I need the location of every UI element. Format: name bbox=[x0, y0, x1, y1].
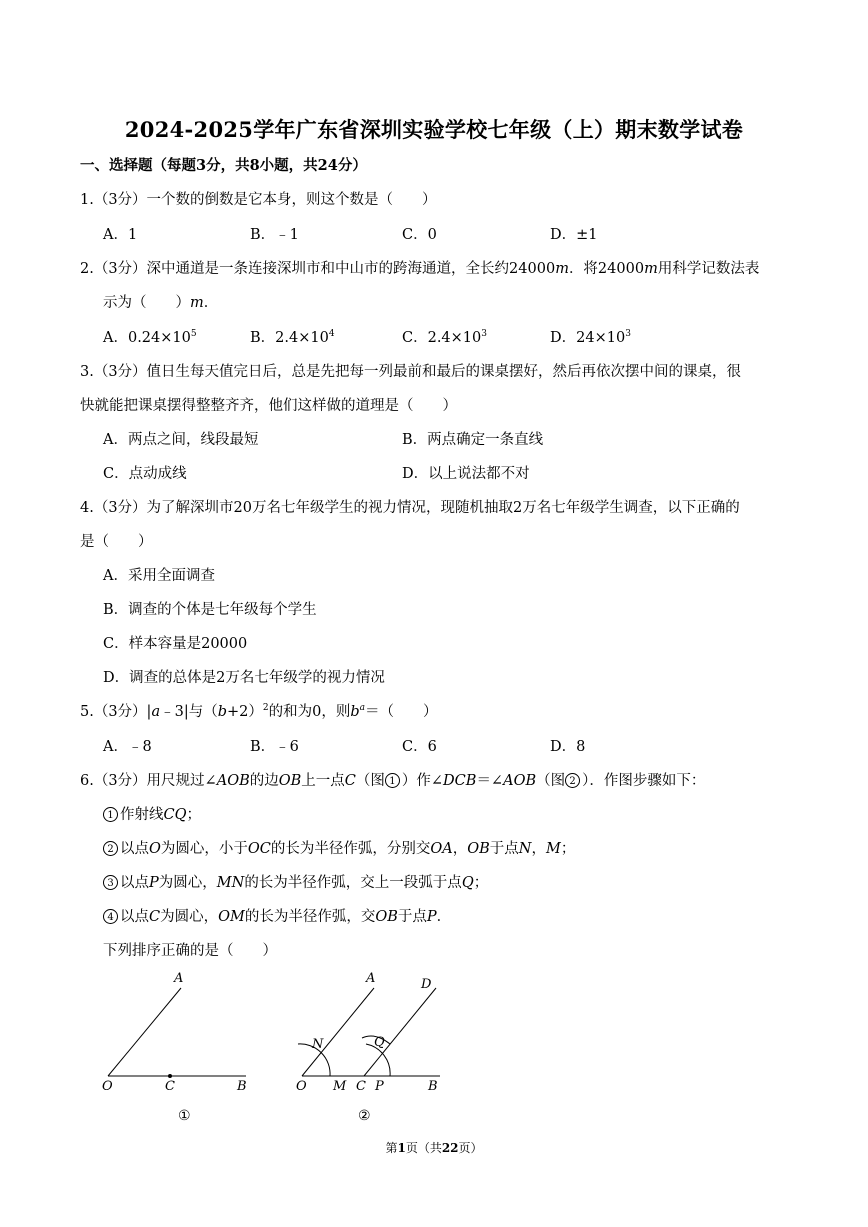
q3-option-d: D．以上说法都不对 bbox=[402, 466, 530, 482]
step-3-var-3: Q bbox=[461, 875, 474, 891]
q1-option-c: C．0 bbox=[402, 227, 437, 243]
page-footer bbox=[0, 1139, 868, 1156]
step-2-text-6: ， bbox=[531, 841, 546, 857]
q2-unit-1: m bbox=[555, 261, 569, 277]
step-4-var-4: P bbox=[426, 909, 437, 925]
footer-text-2: 页（共 bbox=[405, 1141, 442, 1155]
q5-option-c: C．6 bbox=[402, 739, 437, 755]
label-o: O bbox=[296, 1079, 307, 1094]
circled-number-1: 1 bbox=[385, 773, 400, 788]
q6-order-prompt: 下列排序正确的是（ ） bbox=[103, 943, 277, 959]
step-4-marker: 4 bbox=[103, 909, 118, 924]
q2-b-exponent: 4 bbox=[328, 329, 335, 339]
q5-text-2: ﹣3|与（ bbox=[160, 704, 218, 720]
q2-option-c bbox=[402, 328, 487, 348]
q1-option-b: B．﹣1 bbox=[250, 227, 299, 243]
label-a: A bbox=[174, 971, 184, 986]
q5-var-a2: a bbox=[359, 703, 366, 713]
figure-2-construction bbox=[290, 968, 460, 1128]
step-3-text-4: ； bbox=[473, 875, 489, 891]
q3-option-b: B．两点确定一条直线 bbox=[402, 432, 544, 448]
q2-a-exponent: 5 bbox=[190, 329, 197, 339]
q6-text-8: ）．作图步骤如下： bbox=[582, 773, 706, 789]
q6-step-2 bbox=[103, 839, 575, 859]
step-2-text-5: 于点 bbox=[489, 841, 519, 857]
q6-var-4: DCB bbox=[443, 773, 477, 789]
q6-text-5: ）作∠ bbox=[401, 773, 444, 789]
step-3-text-1: 以点 bbox=[120, 875, 149, 891]
q1-option-a: A．1 bbox=[103, 227, 138, 243]
q6-text-1: 6.（3分）用尺规过∠ bbox=[80, 773, 217, 789]
ray-oa bbox=[302, 988, 374, 1076]
label-c: C bbox=[165, 1079, 175, 1094]
q5-var-b2: b bbox=[350, 704, 360, 720]
q6-text-3: 上一点 bbox=[301, 773, 345, 789]
q2-d-exponent: 3 bbox=[625, 329, 631, 339]
q3-option-c: C．点动成线 bbox=[103, 466, 187, 482]
label-b: B bbox=[237, 1079, 247, 1094]
q2-unit-2: m bbox=[644, 261, 658, 277]
page-title: 2024-2025学年广东省深圳实验学校七年级（上）期末数学试卷 bbox=[124, 117, 744, 142]
label-p: P bbox=[375, 1079, 384, 1094]
step-4-text-4: 于点 bbox=[397, 909, 427, 925]
q2-c-text: C．2.4×10 bbox=[402, 330, 482, 346]
q5-option-d: D．8 bbox=[550, 739, 586, 755]
step-3-text-3: 的长为半径作弧，交上一段弧于点 bbox=[244, 875, 462, 891]
q2-text-5: ． bbox=[203, 295, 219, 311]
total-page-count: 22 bbox=[441, 1141, 459, 1155]
step-2-text-4: ， bbox=[452, 841, 468, 857]
step-2-var-1: O bbox=[149, 841, 161, 857]
q6-text-6: ＝∠ bbox=[476, 773, 504, 789]
current-page-number: 1 bbox=[397, 1141, 406, 1155]
step-3-text-2: 为圆心， bbox=[158, 875, 217, 891]
ray-oa bbox=[108, 988, 181, 1076]
figure-2-caption: ② bbox=[358, 1108, 371, 1124]
step-4-text-1: 以点 bbox=[120, 909, 149, 925]
step-4-text-3: 的长为半径作弧，交 bbox=[244, 909, 376, 925]
q5-text-3: +2） bbox=[227, 704, 263, 720]
label-q: Q bbox=[374, 1035, 385, 1050]
section-heading: 一、选择题（每题3分，共8小题，共24分） bbox=[80, 157, 367, 174]
question-3-stem-line1: 3.（3分）值日生每天值完日后，总是先把每一列最前和最后的课桌摆好，然后再依次摆中间的课桌，很 bbox=[80, 364, 742, 380]
footer-text-1: 第 bbox=[385, 1141, 398, 1155]
step-2-marker: 2 bbox=[103, 841, 118, 856]
q6-text-7: （图 bbox=[536, 773, 566, 789]
label-n: N bbox=[312, 1037, 324, 1052]
question-2-stem-line2 bbox=[103, 293, 218, 313]
q6-text-2: 的边 bbox=[249, 773, 279, 789]
question-1-stem: 1.（3分）一个数的倒数是它本身，则这个数是（ ） bbox=[80, 192, 437, 208]
q4-option-a: A．采用全面调查 bbox=[103, 568, 215, 584]
step-4-text-5: ． bbox=[436, 909, 452, 925]
step-2-text-7: ； bbox=[560, 841, 576, 857]
q6-var-3: C bbox=[344, 773, 356, 789]
q1-option-d: D．±1 bbox=[550, 227, 598, 243]
q6-var-5: AOB bbox=[503, 773, 537, 789]
step-4-var-2: OM bbox=[218, 909, 245, 925]
figure-1-angle-aob bbox=[96, 968, 266, 1128]
step-2-text-3: 的长为半径作弧，分别交 bbox=[270, 841, 431, 857]
point-c-dot bbox=[168, 1074, 172, 1078]
step-1-marker: 1 bbox=[103, 807, 118, 822]
q5-text-5: ＝（ ） bbox=[365, 704, 438, 720]
q2-text-4: 示为（ ） bbox=[103, 295, 190, 311]
step-1-text-2: ； bbox=[186, 807, 201, 823]
label-b: B bbox=[428, 1079, 438, 1094]
step-2-var-6: M bbox=[545, 841, 561, 857]
step-2-var-4: OB bbox=[467, 841, 490, 857]
q3-option-a: A．两点之间，线段最短 bbox=[103, 432, 259, 448]
q2-option-b bbox=[250, 328, 335, 348]
step-2-text-2: 为圆心，小于 bbox=[160, 841, 248, 857]
q5-square: 2 bbox=[262, 703, 269, 713]
q6-step-1 bbox=[103, 805, 201, 825]
step-2-var-5: N bbox=[518, 841, 532, 857]
step-4-var-3: OB bbox=[375, 909, 398, 925]
q6-text-4: （图 bbox=[355, 773, 385, 789]
q5-option-b: B．﹣6 bbox=[250, 739, 299, 755]
step-3-var-1: P bbox=[149, 875, 159, 891]
question-4-stem-line2: 是（ ） bbox=[80, 534, 153, 550]
step-1-var-1: CQ bbox=[163, 807, 187, 823]
q2-a-text: A．0.24×10 bbox=[103, 330, 191, 346]
q5-option-a: A．﹣8 bbox=[103, 739, 152, 755]
q4-option-d: D．调查的总体是2万名七年级学的视力情况 bbox=[103, 670, 385, 686]
q2-option-a bbox=[103, 328, 197, 348]
q5-text-1: 5.（3分）| bbox=[80, 704, 152, 720]
ray-cd bbox=[364, 988, 436, 1076]
q6-var-2: OB bbox=[278, 773, 302, 789]
label-m: M bbox=[333, 1079, 347, 1094]
step-2-text-1: 以点 bbox=[120, 841, 149, 857]
label-o: O bbox=[102, 1079, 113, 1094]
step-2-var-2: OC bbox=[247, 841, 271, 857]
q5-text-4: 的和为0，则 bbox=[268, 704, 351, 720]
q2-option-d bbox=[550, 328, 631, 348]
figure-1-caption: ① bbox=[178, 1108, 191, 1124]
q2-text-1: 2.（3分）深中通道是一条连接深圳市和中山市的跨海通道，全长约24000 bbox=[80, 261, 556, 277]
step-3-var-2: MN bbox=[216, 875, 245, 891]
step-1-text-1: 作射线 bbox=[120, 807, 164, 823]
footer-text-3: 页） bbox=[458, 1141, 483, 1155]
q2-c-exponent: 3 bbox=[481, 329, 487, 339]
step-3-marker: 3 bbox=[103, 875, 118, 890]
q2-unit-3: m bbox=[190, 295, 204, 311]
q4-option-c: C．样本容量是20000 bbox=[103, 636, 248, 652]
q2-text-3: 用科学记数法表 bbox=[657, 261, 760, 277]
q2-d-text: D．24×10 bbox=[550, 330, 626, 346]
q2-text-2: ．将24000 bbox=[568, 261, 645, 277]
step-4-var-1: C bbox=[149, 909, 161, 925]
label-c: C bbox=[356, 1079, 366, 1094]
q6-var-1: AOB bbox=[216, 773, 250, 789]
circled-number-2: 2 bbox=[565, 773, 580, 788]
label-a: A bbox=[366, 971, 376, 986]
question-3-stem-line2: 快就能把课桌摆得整整齐齐，他们这样做的道理是（ ） bbox=[80, 398, 457, 414]
q5-var-a: a bbox=[151, 704, 161, 720]
step-4-text-2: 为圆心， bbox=[160, 909, 219, 925]
q5-var-b: b bbox=[217, 704, 228, 720]
q6-step-4 bbox=[103, 907, 451, 927]
label-d: D bbox=[421, 977, 432, 992]
q6-step-3 bbox=[103, 873, 488, 893]
q2-b-text: B．2.4×10 bbox=[250, 330, 329, 346]
question-6-stem bbox=[80, 771, 705, 791]
q4-option-b: B．调查的个体是七年级每个学生 bbox=[103, 602, 317, 618]
question-5-stem bbox=[80, 702, 438, 722]
question-4-stem-line1: 4.（3分）为了解深圳市20万名七年级学生的视力情况，现随机抽取2万名七年级学生调查，以下正确的 bbox=[80, 500, 740, 516]
step-2-var-3: OA bbox=[430, 841, 453, 857]
question-2-stem-line1 bbox=[80, 259, 759, 279]
